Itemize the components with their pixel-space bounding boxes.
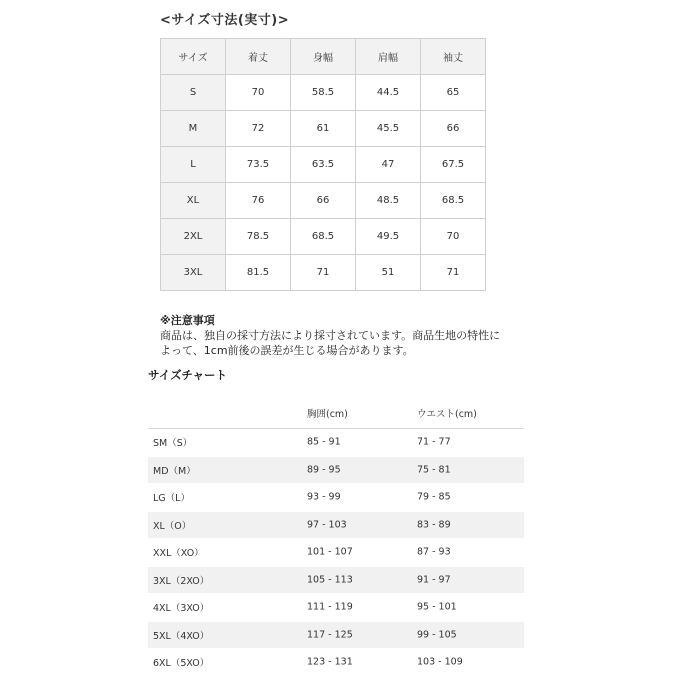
size-table-cell: 70 — [226, 75, 291, 111]
size-chart-title: サイズチャート — [148, 368, 228, 382]
size-table-cell: 65 — [421, 75, 486, 111]
size-table-cell: 76 — [226, 183, 291, 219]
size-chart-chest-cell: 97 - 103 — [307, 519, 347, 531]
size-chart-row — [148, 594, 524, 622]
size-chart-row — [148, 539, 524, 567]
size-table-cell: 71 — [421, 255, 486, 291]
size-table-cell: 81.5 — [226, 255, 291, 291]
size-table-title: <サイズ寸法(実寸)> — [160, 13, 290, 28]
size-table-cell: S — [161, 75, 226, 111]
size-table-cell: 78.5 — [226, 219, 291, 255]
size-table-cell: 73.5 — [226, 147, 291, 183]
size-table-header-cell: サイズ — [161, 39, 226, 75]
size-table-cell: 49.5 — [356, 219, 421, 255]
size-table-row — [161, 147, 486, 183]
notes-line: 商品は、独自の採寸方法により採寸されています。商品生地の特性に — [160, 329, 501, 342]
size-table-row — [161, 75, 486, 111]
size-chart-waist-cell: 83 - 89 — [417, 519, 451, 531]
size-chart-size-cell: 4XL（3XO） — [153, 603, 210, 615]
size-table-cell: 58.5 — [291, 75, 356, 111]
size-table-cell: 51 — [356, 255, 421, 291]
size-table-header-cell: 着丈 — [226, 39, 291, 75]
size-table-row — [161, 111, 486, 147]
size-chart-size-cell: 6XL（5XO） — [153, 658, 210, 670]
size-table-cell: XL — [161, 183, 226, 219]
size-chart-size-cell: SM（S） — [153, 438, 193, 450]
size-table-header-cell: 身幅 — [291, 39, 356, 75]
notes-section — [160, 313, 540, 358]
size-chart-row — [148, 457, 524, 485]
size-chart-waist-cell: 95 - 101 — [417, 601, 457, 613]
size-table-header-cell: 肩幅 — [356, 39, 421, 75]
size-chart-chest-cell: 101 - 107 — [307, 546, 353, 558]
size-table-cell: 70 — [421, 219, 486, 255]
size-chart-size-cell: XL（O） — [153, 520, 192, 532]
size-table-cell: 61 — [291, 111, 356, 147]
size-chart-chest-cell: 105 - 113 — [307, 574, 353, 586]
size-table-cell: 44.5 — [356, 75, 421, 111]
notes-line: よって、1cm前後の誤差が生じる場合があります。 — [160, 344, 414, 357]
size-table-cell: 71 — [291, 255, 356, 291]
size-chart-size-cell: 5XL（4XO） — [153, 630, 210, 642]
size-chart-waist-cell: 71 - 77 — [417, 436, 451, 448]
size-table-cell: 2XL — [161, 219, 226, 255]
size-chart-size-cell: LG（L） — [153, 493, 190, 505]
size-chart-waist-cell: 75 - 81 — [417, 464, 451, 476]
size-chart-chest-cell: 93 - 99 — [307, 491, 341, 503]
size-chart-header-cell: ウエスト(cm) — [417, 409, 477, 420]
size-table-cell: 66 — [291, 183, 356, 219]
size-table-row — [161, 183, 486, 219]
size-chart-chest-cell: 123 - 131 — [307, 656, 353, 668]
size-chart-row — [148, 567, 524, 595]
size-chart-chest-cell: 89 - 95 — [307, 464, 341, 476]
size-chart-row — [148, 622, 524, 650]
size-table-row — [161, 219, 486, 255]
size-table-cell: 66 — [421, 111, 486, 147]
size-chart-table — [148, 398, 524, 677]
size-table-cell: 48.5 — [356, 183, 421, 219]
size-chart-chest-cell: 111 - 119 — [307, 601, 353, 613]
size-chart-row — [148, 484, 524, 512]
size-table-header-cell: 袖丈 — [421, 39, 486, 75]
size-measurement-table — [160, 38, 486, 291]
size-chart-header-row — [148, 398, 524, 429]
size-table-cell: 72 — [226, 111, 291, 147]
size-chart-size-cell: MD（M） — [153, 465, 196, 477]
size-chart-chest-cell: 117 - 125 — [307, 629, 353, 641]
size-chart-row — [148, 649, 524, 677]
size-table-cell: M — [161, 111, 226, 147]
size-chart-waist-cell: 91 - 97 — [417, 574, 451, 586]
size-table-cell: 68.5 — [421, 183, 486, 219]
size-table-cell: 68.5 — [291, 219, 356, 255]
size-chart-size-cell: 3XL（2XO） — [153, 575, 210, 587]
size-chart-row — [148, 429, 524, 457]
size-table-cell: L — [161, 147, 226, 183]
notes-title: ※注意事項 — [160, 314, 215, 327]
size-chart-waist-cell: 99 - 105 — [417, 629, 457, 641]
size-chart-waist-cell: 87 - 93 — [417, 546, 451, 558]
size-chart-row — [148, 512, 524, 540]
size-table-cell: 3XL — [161, 255, 226, 291]
size-table-row — [161, 255, 486, 291]
size-table-header-row — [161, 39, 486, 75]
size-chart-waist-cell: 103 - 109 — [417, 656, 463, 668]
size-table-cell: 67.5 — [421, 147, 486, 183]
size-chart-size-cell: XXL（XO） — [153, 548, 204, 560]
size-chart-waist-cell: 79 - 85 — [417, 491, 451, 503]
size-chart-header-cell: 胸囲(cm) — [307, 409, 348, 420]
size-chart-chest-cell: 85 - 91 — [307, 436, 341, 448]
size-table-cell: 47 — [356, 147, 421, 183]
size-table-cell: 63.5 — [291, 147, 356, 183]
size-table-cell: 45.5 — [356, 111, 421, 147]
